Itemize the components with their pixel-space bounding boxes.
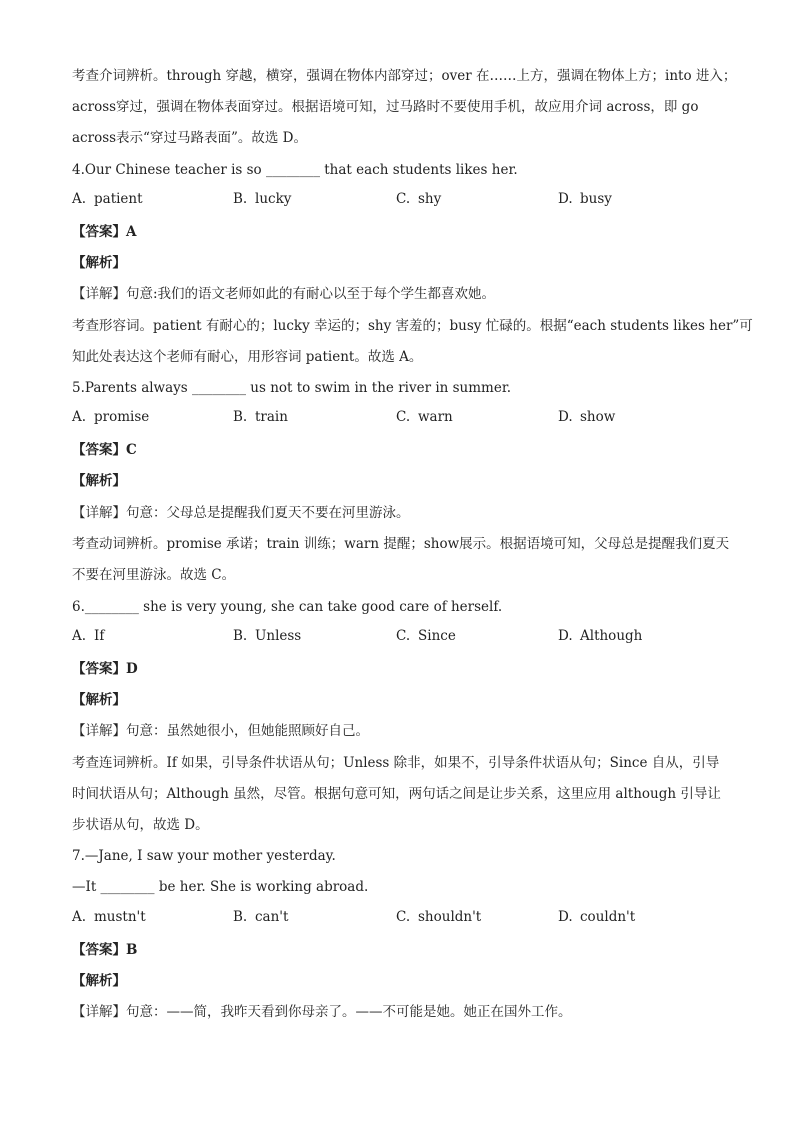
question-stem: 5.Parents always ________ us not to swim in the river in summer. [72, 380, 512, 396]
detail-text: 【详解】句意：——简，我昨天看到你母亲了。——不可能是她。她正在国外工作。 [72, 1004, 572, 1020]
analysis-label: 【解析】 [72, 692, 126, 708]
option-d: D. Although [558, 628, 643, 644]
option-b: B. lucky [233, 191, 292, 207]
explanation-text: 考查介词辨析。through 穿越，横穿，强调在物体内部穿过；over 在……上方，强调在物体上方；into 进入； [72, 68, 737, 84]
answer-label: 【答案】A [72, 224, 137, 240]
answer-label: 【答案】D [72, 661, 138, 677]
option-a: A. If [72, 628, 105, 644]
explanation-text: 不要在河里游泳。故选 C。 [72, 567, 236, 583]
explanation-text: across穿过，强调在物体表面穿过。根据语境可知，过马路时不要使用手机，故应用介词 across，即 go [72, 99, 699, 115]
answer-label: 【答案】B [72, 942, 138, 958]
option-c: C. shy [396, 191, 442, 207]
option-a: A. mustn't [72, 909, 146, 925]
option-d: D. busy [558, 191, 612, 207]
analysis-label: 【解析】 [72, 973, 126, 989]
question-stem-line-2: —It ________ be her. She is working abroad. [72, 879, 369, 895]
explanation-text: 考查形容词。patient 有耐心的；lucky 幸运的；shy 害羞的；busy 忙碌的。根据“each students likes her”可 [72, 318, 753, 334]
explanation-text: 考查连词辨析。If 如果，引导条件状语从句；Unless 除非，如果不，引导条件状语从句；Since 自从，引导 [72, 755, 720, 771]
question-stem: 6.________ she is very young, she can take good care of herself. [72, 599, 503, 615]
options-row [72, 191, 732, 211]
options-row [72, 628, 732, 648]
explanation-text: 知此处表达这个老师有耐心，用形容词 patient。故选 A。 [72, 349, 423, 365]
detail-text: 【详解】句意：父母总是提醒我们夏天不要在河里游泳。 [72, 505, 410, 521]
explanation-text: 步状语从句，故选 D。 [72, 817, 209, 833]
explanation-text: 考查动词辨析。promise 承诺；train 训练；warn 提醒；show展示。根据语境可知，父母总是提醒我们夏天 [72, 536, 730, 552]
explanation-text: 时间状语从句；Although 虽然，尽管。根据句意可知，两句话之间是让步关系，这里应用 although 引导让 [72, 786, 721, 802]
option-b: B. Unless [233, 628, 302, 644]
option-b: B. train [233, 409, 288, 425]
detail-text: 【详解】句意：虽然她很小，但她能照顾好自己。 [72, 723, 369, 739]
question-stem: 7.—Jane, I saw your mother yesterday. [72, 848, 336, 864]
detail-text: 【详解】句意:我们的语文老师如此的有耐心以至于每个学生都喜欢她。 [72, 286, 496, 302]
option-b: B. can't [233, 909, 289, 925]
answer-label: 【答案】C [72, 442, 137, 458]
option-d: D. show [558, 409, 616, 425]
option-d: D. couldn't [558, 909, 636, 925]
option-a: A. patient [72, 191, 143, 207]
analysis-label: 【解析】 [72, 473, 126, 489]
option-c: C. Since [396, 628, 456, 644]
option-a: A. promise [72, 409, 150, 425]
options-row [72, 909, 732, 929]
options-row [72, 409, 732, 429]
option-c: C. warn [396, 409, 453, 425]
question-stem: 4.Our Chinese teacher is so ________ that each students likes her. [72, 162, 518, 178]
analysis-label: 【解析】 [72, 255, 126, 271]
explanation-text: across表示“穿过马路表面”。故选 D。 [72, 130, 307, 146]
option-c: C. shouldn't [396, 909, 482, 925]
